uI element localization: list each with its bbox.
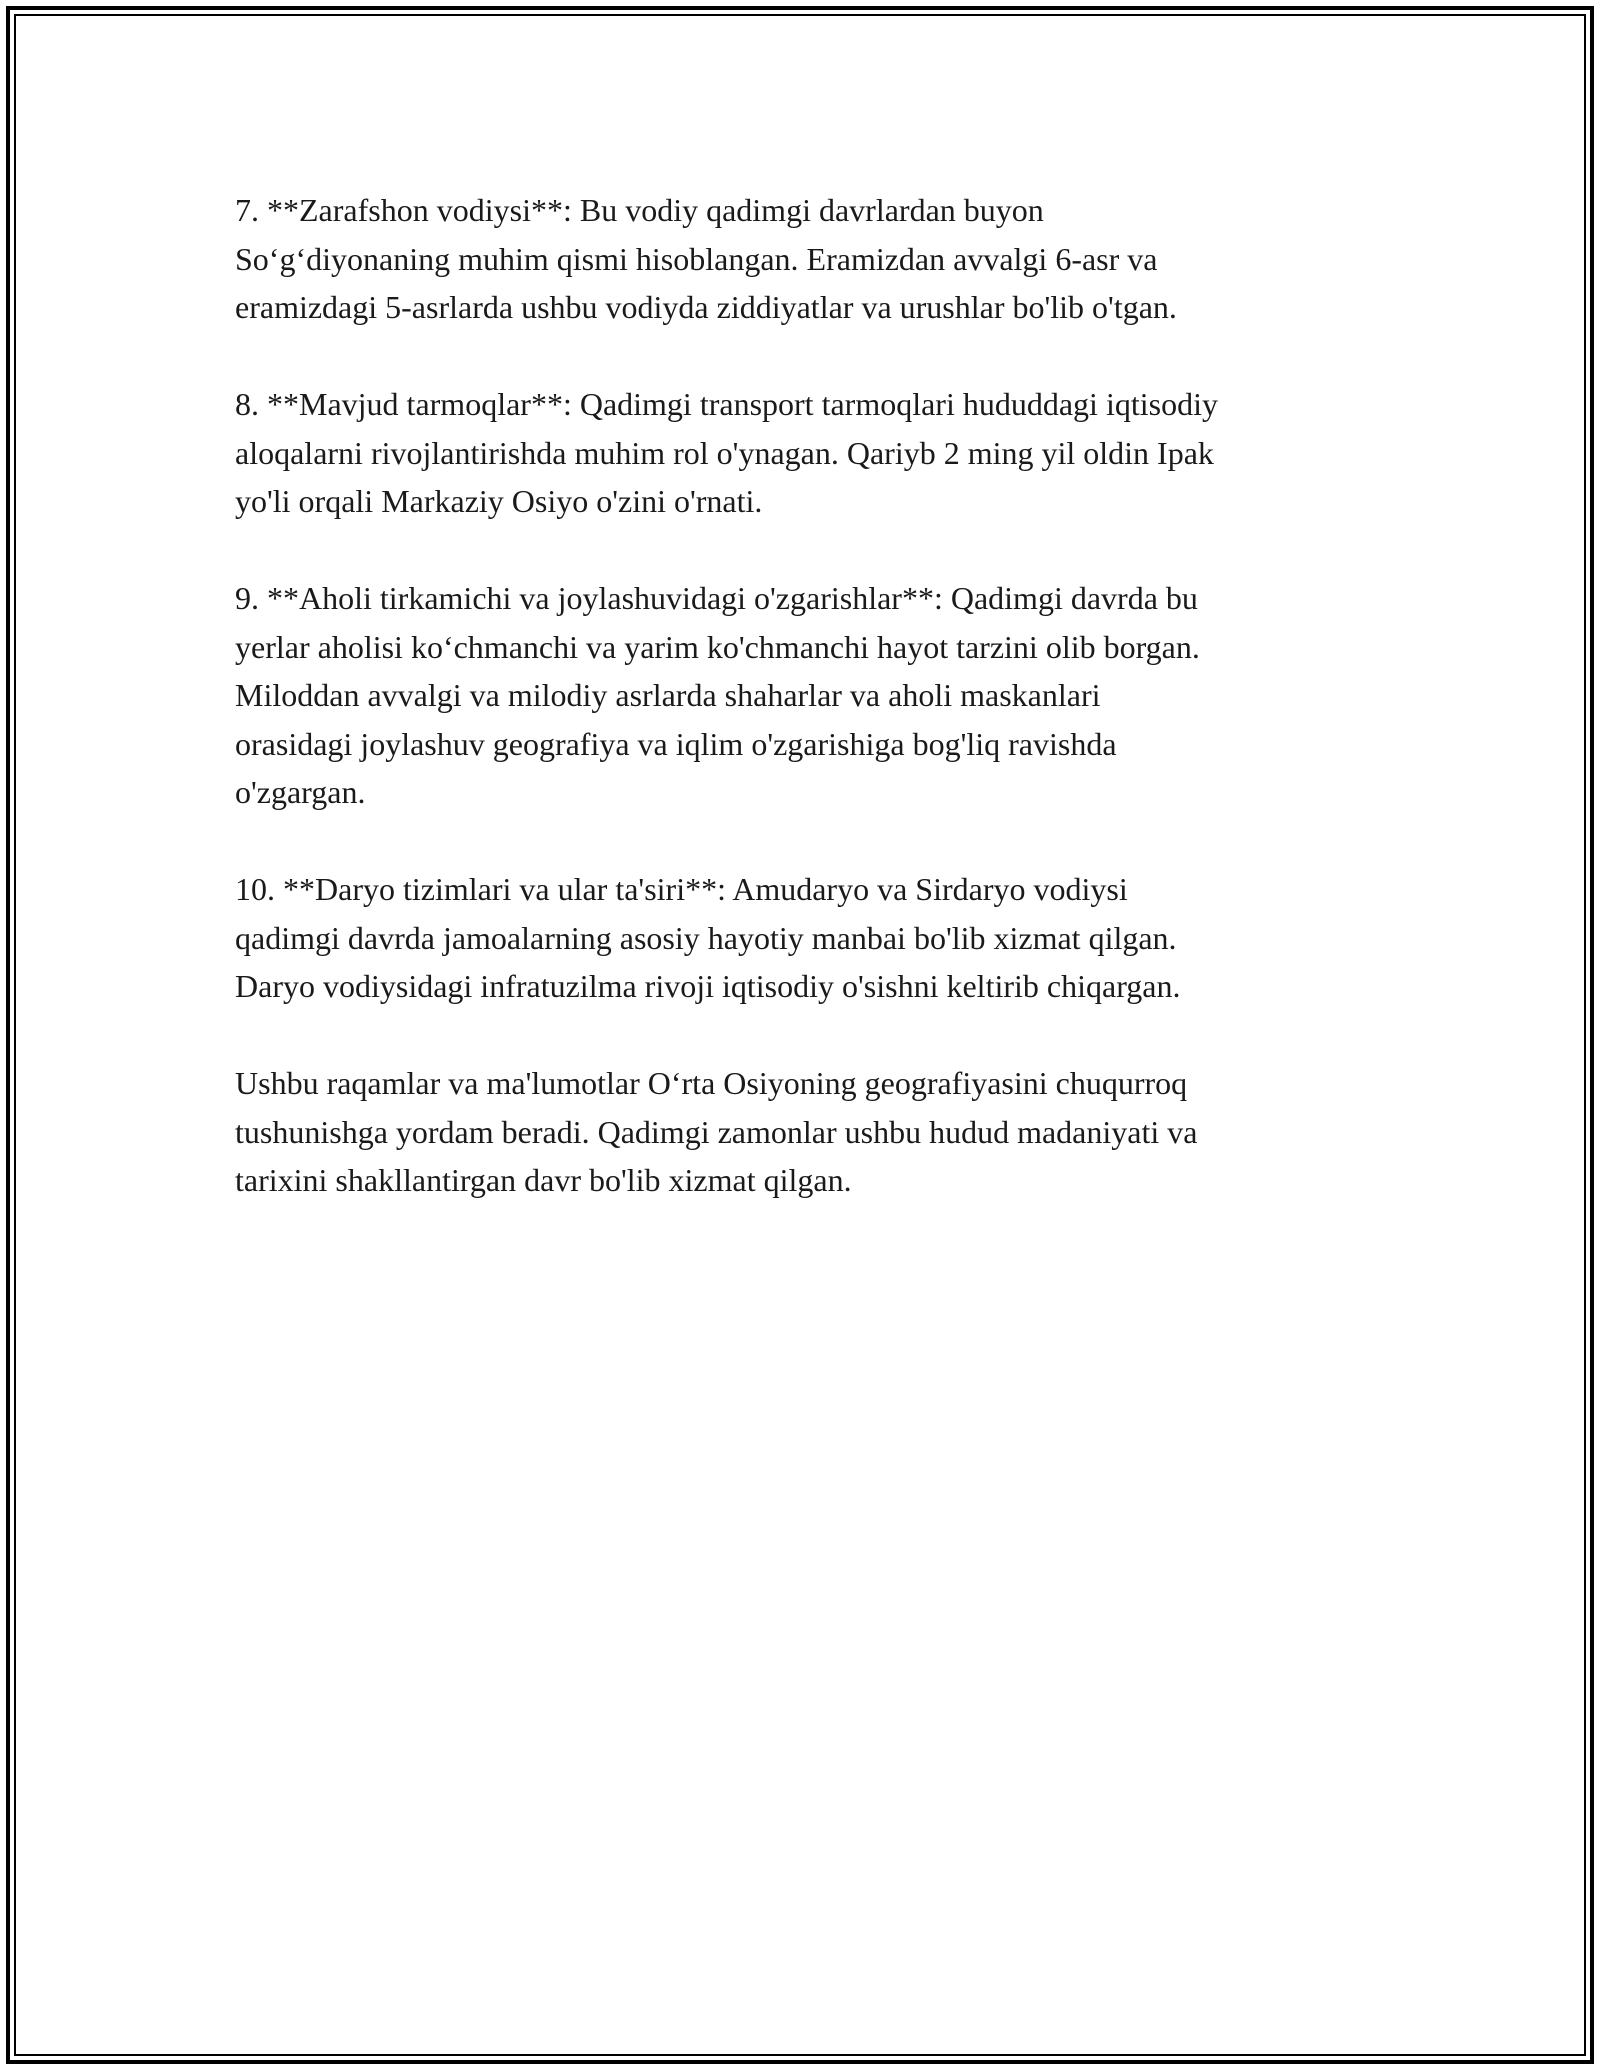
text-line: tushunishga yordam beradi. Qadimgi zamonlar ushbu hudud madaniyati va <box>235 1113 1198 1150</box>
text-line: 7. **Zarafshon vodiysi**: Bu vodiy qadimgi davrlardan buyon <box>235 192 1044 228</box>
text-line: 9. **Aholi tirkamichi va joylashuvidagi o'zgarishlar**: Qadimgi davrda bu <box>235 580 1198 616</box>
text-line: 10. **Daryo tizimlari va ular ta'siri**: Amudaryo va Sirdaryo vodiysi <box>235 871 1128 907</box>
paragraph-tarmoqlar <box>235 380 1385 526</box>
text-line: 8. **Mavjud tarmoqlar**: Qadimgi transport tarmoqlari hududdagi iqtisodiy <box>235 386 1218 422</box>
text-line: yo'li orqali Markaziy Osiyo o'zini o'rnati. <box>235 483 763 519</box>
document-body <box>235 186 1385 1253</box>
paragraph-daryo <box>235 865 1385 1011</box>
text-line: So‘g‘diyonaning muhim qismi hisoblangan. Eramizdan avvalgi 6-asr va <box>235 240 1158 277</box>
paragraph-zarafshon <box>235 186 1385 332</box>
text-line: Miloddan avvalgi va milodiy asrlarda shaharlar va aholi maskanlari <box>235 677 1101 713</box>
text-line: Daryo vodiysidagi infratuzilma rivoji iqtisodiy o'sishni keltirib chiqargan. <box>235 968 1181 1004</box>
text-line: tarixini shakllantirgan davr bo'lib xizmat qilgan. <box>235 1162 852 1198</box>
text-line: o'zgargan. <box>235 774 366 810</box>
paragraph-aholi <box>235 574 1385 817</box>
text-line: orasidagi joylashuv geografiya va iqlim o'zgarishiga bog'liq ravishda <box>235 725 1117 762</box>
text-line: eramizdagi 5-asrlarda ushbu vodiyda ziddiyatlar va urushlar bo'lib o'tgan. <box>235 289 1177 325</box>
text-line: aloqalarni rivojlantirishda muhim rol o'ynagan. Qariyb 2 ming yil oldin Ipak <box>235 434 1214 471</box>
text-line: qadimgi davrda jamoalarning asosiy hayotiy manbai bo'lib xizmat qilgan. <box>235 919 1177 956</box>
paragraph-conclusion <box>235 1059 1385 1205</box>
text-line: yerlar aholisi ko‘chmanchi va yarim ko'chmanchi hayot tarzini olib borgan. <box>235 628 1200 665</box>
text-line: Ushbu raqamlar va ma'lumotlar O‘rta Osiyoning geografiyasini chuqurroq <box>235 1065 1188 1101</box>
